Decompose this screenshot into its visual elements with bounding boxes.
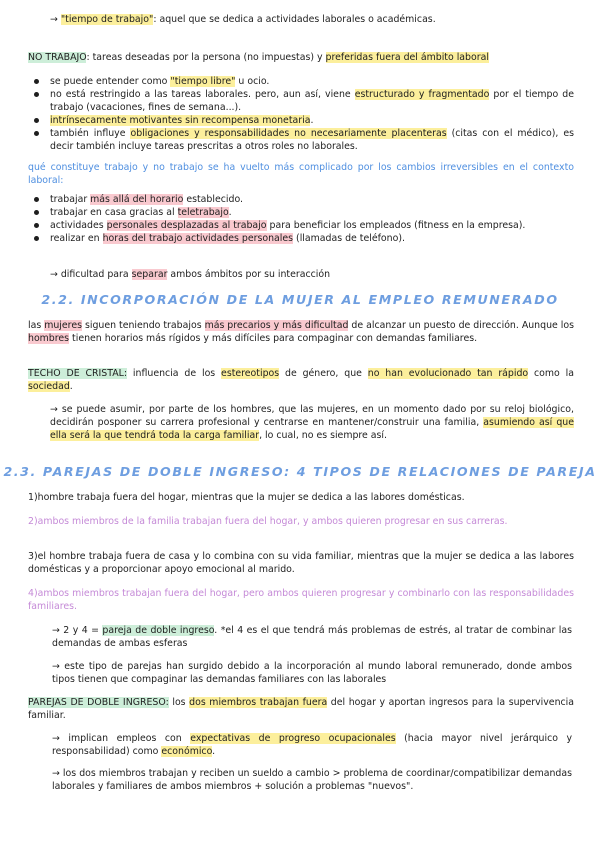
- highlight: teletrabajo: [177, 207, 229, 218]
- highlight: intrínsecamente motivantes sin recompensa monetaria: [50, 115, 311, 126]
- list-item: trabajar más allá del horario establecido.: [28, 193, 574, 206]
- bullet-icon: [34, 197, 39, 202]
- highlight: "tiempo de trabajo": [60, 14, 154, 25]
- mujeres-paragraph: las mujeres siguen teniendo trabajos más precarios y más dificultad de alcanzar un puesto de dirección. Aunque los hombres tienen horarios más rígidos y más difíciles para compaginar con demandas familiares.: [28, 320, 574, 344]
- highlight: horas del trabajo actividades personales: [102, 233, 294, 244]
- tipo-3: 3)el hombre trabaja fuera de casa y lo combina con su vida familiar, mientras que la mujer se dedica a las labores domésticas y a proporcionar apoyo emocional al marido.: [28, 551, 574, 575]
- arrow-2-y-4: → 2 y 4 = pareja de doble ingreso. *el 4 es el que tendrá más problemas de estrés, al tratar de combinar las demandas de ambas esferas: [52, 625, 573, 649]
- bullet-icon: [34, 118, 39, 123]
- dificultad-line: → dificultad para separar ambos ámbitos por su interacción: [50, 269, 331, 280]
- list-item: también influye obligaciones y responsabilidades no necesariamente placenteras (citas con el médico), es decir también incluye tareas prescritas a otros roles no laborales.: [28, 127, 574, 153]
- list-item: no está restringido a las tareas laborales. pero, aun así, viene estructurado y fragmentado por el tiempo de trabajo (vacaciones, fines de semana...).: [28, 88, 574, 114]
- bullet-icon: [34, 92, 39, 97]
- highlight: estereotipos: [221, 368, 280, 379]
- tipo-2: 2)ambos miembros de la familia trabajan fuera del hogar, y ambos quieren progresar en sus carreras.: [28, 516, 508, 527]
- highlight: asumiendo así que ella será la que tendrá toda la carga familiar: [50, 417, 574, 441]
- highlight: hombres: [28, 333, 70, 344]
- section-heading-2-3: 2.3. PAREJAS DE DOBLE INGRESO: 4 TIPOS DE RELACIONES DE PAREJA: [3, 464, 597, 479]
- highlight: obligaciones y responsabilidades no necesariamente placenteras: [130, 128, 447, 139]
- highlight: separar: [131, 269, 168, 280]
- parejas-doble-ingreso-paragraph: PAREJAS DE DOBLE INGRESO: los dos miembros trabajan fuera del hogar y aportan ingresos para la supervivencia familiar.: [28, 697, 575, 721]
- tiempo-de-trabajo-line: → "tiempo de trabajo": aquel que se dedica a actividades laborales o académicas.: [50, 14, 436, 25]
- highlight: personales desplazadas al trabajo: [106, 220, 267, 231]
- bullet-icon: [34, 79, 39, 84]
- bullet-icon: [34, 210, 39, 215]
- highlight: más precarios y más dificultad: [204, 320, 349, 331]
- asumir-paragraph: → se puede asumir, por parte de los hombres, que las mujeres, en un momento dado por su reloj biológico, decidirán posponer su carrera profesional y centrarse en mantener/construir una familia, asumiendo así que ella será la que tendrá toda la carga familiar, lo cual, no es siempre así.: [50, 404, 574, 441]
- bullet-icon: [34, 223, 39, 228]
- arrow-sueldo: → los dos miembros trabajan y reciben un sueldo a cambio > problema de coordinar/compatibilizar demandas laborales y familiares de ambos miembros + solución a problemas "nuevos".: [52, 768, 572, 792]
- highlight: pareja de doble ingreso: [102, 625, 215, 636]
- highlight: "tiempo libre": [170, 76, 236, 87]
- list-item: realizar en horas del trabajo actividades personales (llamadas de teléfono).: [28, 232, 574, 245]
- highlight: estructurado y fragmentado: [354, 89, 490, 100]
- tipo-1: 1)hombre trabaja fuera del hogar, mientras que la mujer se dedica a las labores domésticas.: [28, 492, 465, 503]
- bullet-icon: [34, 131, 39, 136]
- term-label: PAREJAS DE DOBLE INGRESO:: [28, 697, 169, 708]
- blue-intro-text: qué constituye trabajo y no trabajo se ha vuelto más complicado por los cambios irreversibles en el contexto laboral:: [28, 162, 574, 186]
- no-trabajo-bullet-list: [28, 75, 574, 153]
- highlight: dos miembros trabajan fuera: [189, 697, 328, 708]
- arrow-tipo-parejas: → este tipo de parejas han surgido debido a la incorporación al mundo laboral remunerado, donde ambos tipos tienen que compaginar las demandas familiares con las laborales: [52, 661, 572, 685]
- highlight: no han evolucionado tan rápido: [367, 368, 529, 379]
- highlight: expectativas de progreso ocupacionales: [190, 733, 396, 744]
- list-item: se puede entender como "tiempo libre" u ocio.: [28, 75, 574, 88]
- highlight: más allá del horario: [90, 194, 184, 205]
- term-label: TECHO DE CRISTAL:: [28, 368, 128, 379]
- cambios-bullet-list: [28, 193, 574, 245]
- arrow-implican: → implican empleos con expectativas de progreso ocupacionales (hacia mayor nivel jerárquico y responsabilidad) como económico.: [52, 733, 572, 757]
- highlight: económico: [161, 746, 213, 757]
- no-trabajo-definition: NO TRABAJO: tareas deseadas por la persona (no impuestas) y preferidas fuera del ámbito laboral: [28, 52, 489, 63]
- list-item: trabajar en casa gracias al teletrabajo.: [28, 206, 574, 219]
- highlight: mujeres: [44, 320, 82, 331]
- bullet-icon: [34, 236, 39, 241]
- term-label: NO TRABAJO: [28, 52, 87, 63]
- list-item: intrínsecamente motivantes sin recompensa monetaria.: [28, 114, 574, 127]
- tipo-4: 4)ambos miembros trabajan fuera del hogar, pero ambos quieren progresar y combinarlo con las responsabilidades familiares.: [28, 588, 574, 612]
- highlight: sociedad: [28, 381, 70, 392]
- list-item: actividades personales desplazadas al trabajo para beneficiar los empleados (fitness en la empresa).: [28, 219, 574, 232]
- highlight: preferidas fuera del ámbito laboral: [325, 52, 489, 63]
- section-heading-2-2: 2.2. INCORPORACIÓN DE LA MUJER AL EMPLEO REMUNERADO: [41, 292, 559, 307]
- techo-de-cristal-paragraph: TECHO DE CRISTAL: influencia de los estereotipos de género, que no han evolucionado tan rápido como la sociedad.: [28, 368, 574, 392]
